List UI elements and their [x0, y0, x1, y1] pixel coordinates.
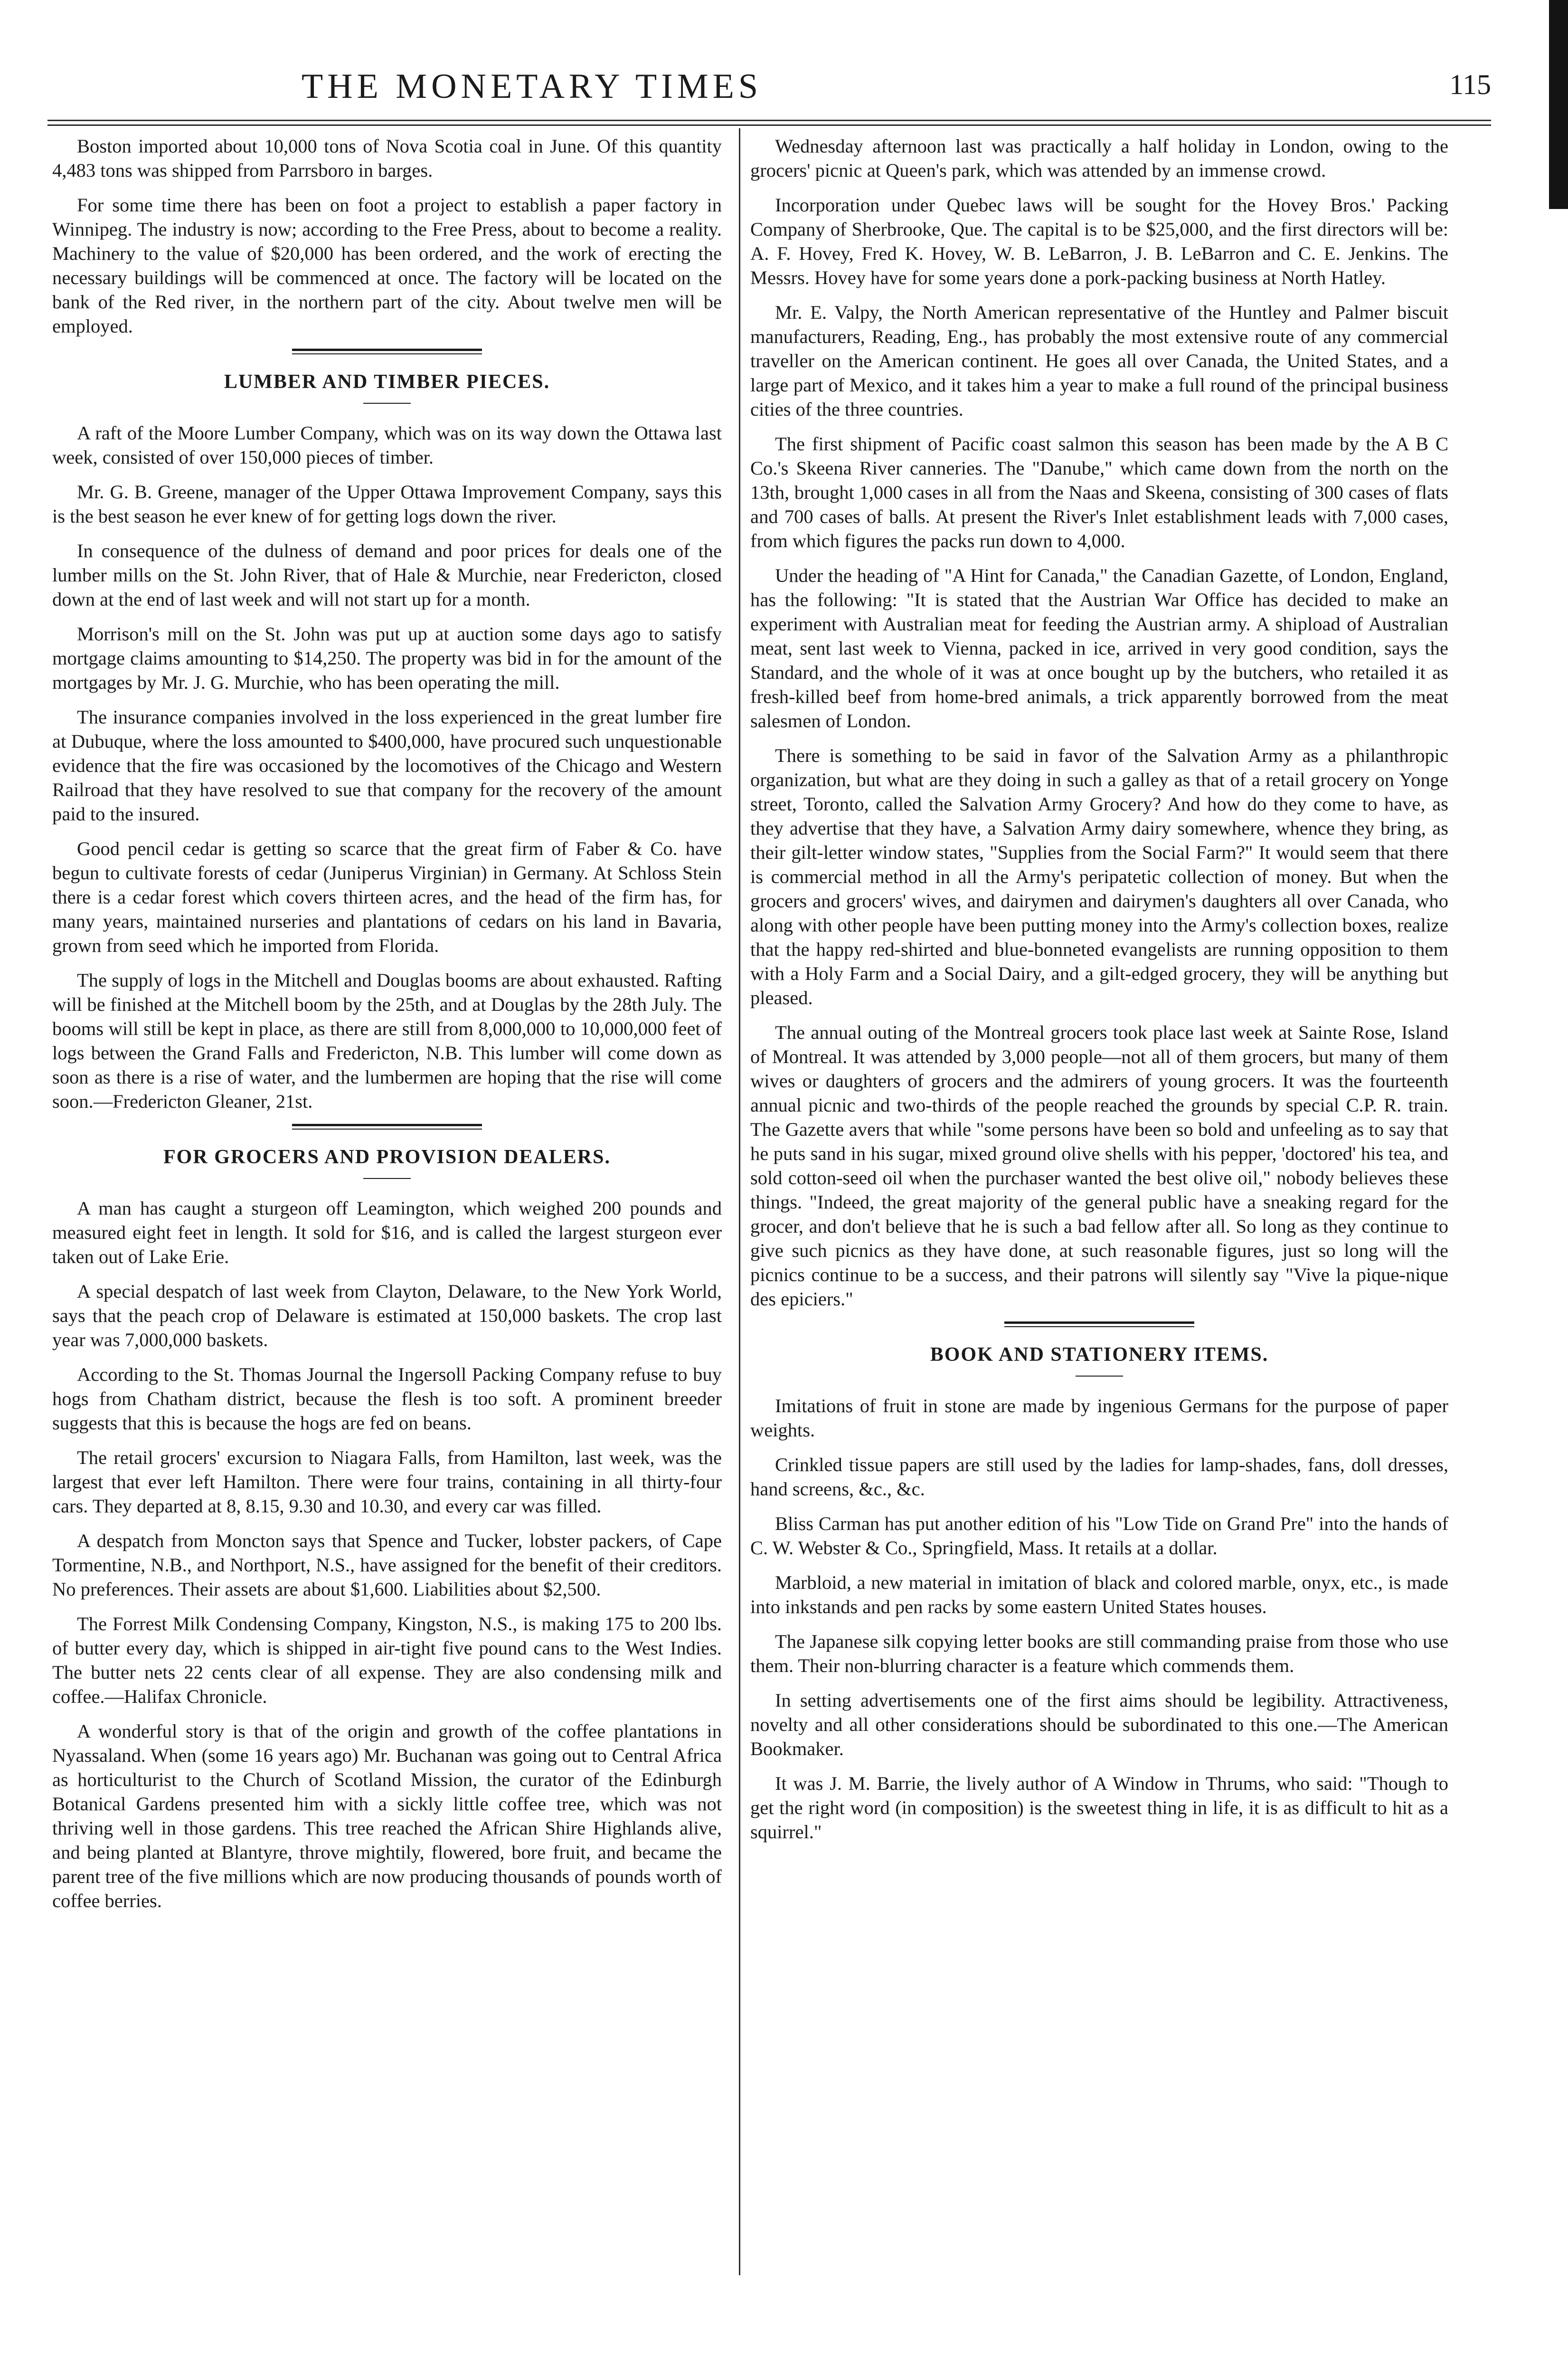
- article-paragraph: Mr. G. B. Greene, manager of the Upper Ottawa Improvement Company, says this is the best season he ever knew of for getting logs down the river.: [52, 481, 722, 527]
- section-heading-books: BOOK AND STATIONERY ITEMS.: [930, 1344, 1269, 1366]
- article-paragraph: There is something to be said in favor of the Salvation Army as a philanthropic organization, but what are they doing in such a galley as that of a retail grocery on Yonge street, Toronto, called the Salvation Army Grocery? And how do they come to have, as they advertise that they have, a Salvation Army dairy somewhere, whence they bring, as their gilt-letter window states, "Supplies from the Social Farm?" It would seem that there is commercial method in all the Army's peripatetic collection of money. But when the grocers and grocers' wives, and dairymen and dairymen's daughters all over Canada, who along with other people have been putting money into the Army's collection boxes, realize that the happy red-shirted and blue-bonneted evangelists are running opposition to them with a Holy Farm and a Social Dairy, and a gilt-edged grocery, they will be anything but pleased.: [750, 745, 1448, 1008]
- article-paragraph: Marbloid, a new material in imitation of black and colored marble, onyx, etc., is made into inkstands and pen racks by some eastern United States houses.: [750, 1572, 1448, 1617]
- header-rule: [47, 120, 1491, 121]
- page-number: 115: [1449, 69, 1491, 100]
- left-column: [52, 134, 722, 1923]
- article-paragraph: Crinkled tissue papers are still used by the ladies for lamp-shades, fans, doll dresses, hand screens, &c., &c.: [750, 1454, 1448, 1500]
- article-paragraph: Bliss Carman has put another edition of his "Low Tide on Grand Pre" into the hands of C. W. Webster & Co., Springfield, Mass. It retails at a dollar.: [750, 1513, 1448, 1558]
- article-paragraph: The annual outing of the Montreal grocers took place last week at Sainte Rose, Island of Montreal. It was attended by 3,000 people—not all of them grocers, but many of them wives or daughters of grocers and the admirers of young grocers. It was the fourteenth annual picnic and two-thirds of the people reached the grounds by special C.P. R. train. The Gazette avers that while "some persons have been so bold and unfeeling as to say that he puts sand in his sugar, mixed ground olive shells with his pepper, 'doctored' his tea, and sold cotton-seed oil when the purchaser wanted the best olive oil," nobody believes these things. "Indeed, the great majority of the general public have a sneaking regard for the grocer, and don't believe that he is such a bad fellow after all. So long as they continue to give such picnics as they have done, at such reasonable figures, just so long will the picnics continue to be a success, and their patrons will silently say "Vive la pique-nique des epiciers.": [750, 1022, 1448, 1310]
- article-paragraph: According to the St. Thomas Journal the Ingersoll Packing Company refuse to buy hogs from Chatham district, because the flesh is too soft. A prominent breeder suggests that this is because the hogs are fed on beans.: [52, 1364, 722, 1434]
- header-rule-secondary: [47, 124, 1491, 126]
- article-paragraph: Good pencil cedar is getting so scarce that the great firm of Faber & Co. have begun to cultivate forests of cedar (Juniperus Virginian) in Germany. At Schloss Stein there is a cedar forest which covers thirteen acres, and the head of the firm has, for many years, maintained nurseries and plantations of cedars on his land in Bavaria, grown from seed which he imported from Florida.: [52, 838, 722, 956]
- article-paragraph: The insurance companies involved in the loss experienced in the great lumber fire at Dubuque, where the loss amounted to $400,000, have procured such unquestionable evidence that the fire was occasioned by the locomotives of the Chicago and Western Railroad that they have resolved to sue that company for the recovery of the amount paid to the insured.: [52, 706, 722, 825]
- article-paragraph: A wonderful story is that of the origin and growth of the coffee plantations in Nyassaland. When (some 16 years ago) Mr. Buchanan was going out to Central Africa as horticulturist to the Church of Scotland Mission, the curator of the Edinburgh Botanical Gardens presented him with a sickly little coffee tree, which was not thriving well in those gardens. This tree reached the African Shire Highlands alive, and being planted at Blantyre, throve mightily, flowered, bore fruit, and became the parent tree of the five millions which are now producing thousands of pounds worth of coffee berries.: [52, 1720, 722, 1911]
- heading-underline: [363, 403, 411, 404]
- heading-underline: [363, 1178, 411, 1179]
- section-divider: [292, 1124, 482, 1130]
- article-paragraph: The Forrest Milk Condensing Company, Kingston, N.S., is making 175 to 200 lbs. of butter every day, which is shipped in air-tight five pound cans to the West Indies. The butter nets 22 cents clear of all expense. They are also condensing milk and coffee.—Halifax Chronicle.: [52, 1613, 722, 1707]
- article-paragraph: Incorporation under Quebec laws will be sought for the Hovey Bros.' Packing Company of Sherbrooke, Que. The capital is to be $25,000, and the first directors will be: A. F. Hovey, Fred K. Hovey, W. B. LeBarron, J. B. LeBarron and C. E. Jenkins. The Messrs. Hovey have for some years done a pork-packing business at North Hatley.: [750, 194, 1448, 288]
- article-paragraph: The supply of logs in the Mitchell and Douglas booms are about exhausted. Rafting will be finished at the Mitchell boom by the 25th, and at Douglas by the 28th July. The booms will still be kept in place, as there are still from 8,000,000 to 10,000,000 feet of logs between the Grand Falls and Fredericton, N.B. This lumber will come down as soon as there is a rise of water, and the lumbermen are hoping that the rise will come soon.—Fredericton Gleaner, 21st.: [52, 969, 722, 1112]
- section-divider: [292, 349, 482, 354]
- article-paragraph: Mr. E. Valpy, the North American representative of the Huntley and Palmer biscuit manufacturers, Reading, Eng., has probably the most extensive route of any commercial traveller on the American continent. He goes all over Canada, the United States, and a large part of Mexico, and it takes him a year to make a full round of the principal business cities of the three countries.: [750, 302, 1448, 420]
- article-paragraph: Under the heading of "A Hint for Canada," the Canadian Gazette, of London, England, has the following: "It is stated that the Austrian War Office has decided to make an experiment with Australian meat for feeding the Austrian army. A shipload of Australian meat, sent last week to Vienna, packed in ice, arrived in very good condition, says the Standard, and the whole of it was at once bought up by the butchers, who retailed it as fresh-killed beef from home-bred animals, a trick apparently borrowed from the meat salesmen of London.: [750, 565, 1448, 732]
- article-paragraph: Morrison's mill on the St. John was put up at auction some days ago to satisfy mortgage claims amounting to $14,250. The property was bid in for the amount of the mortgages by Mr. J. G. Murchie, who has been operating the mill.: [52, 623, 722, 693]
- section-heading-lumber: LUMBER AND TIMBER PIECES.: [224, 371, 550, 393]
- masthead: [47, 66, 1491, 109]
- article-paragraph: The retail grocers' excursion to Niagara Falls, from Hamilton, last week, was the largest that ever left Hamilton. There were four trains, containing in all thirty-four cars. They departed at 8, 8.15, 9.30 and 10.30, and every car was filled.: [52, 1447, 722, 1517]
- scan-edge-shadow: [1549, 0, 1568, 209]
- article-paragraph: In consequence of the dulness of demand and poor prices for deals one of the lumber mills on the St. John River, that of Hale & Murchie, near Fredericton, closed down at the end of last week and will not start up for a month.: [52, 540, 722, 610]
- article-paragraph: In setting advertisements one of the first aims should be legibility. Attractiveness, novelty and all other considerations should be subordinated to this one.—The American Bookmaker.: [750, 1690, 1448, 1759]
- section-divider: [1004, 1321, 1194, 1327]
- article-paragraph: Imitations of fruit in stone are made by ingenious Germans for the purpose of paper weights.: [750, 1395, 1448, 1441]
- article-paragraph: For some time there has been on foot a project to establish a paper factory in Winnipeg. The industry is now; according to the Free Press, about to become a reality. Machinery to the value of $20,000 has been ordered, and the work of erecting the necessary buildings will be commenced at once. The factory will be located on the bank of the Red river, in the northern part of the city. About twelve men will be employed.: [52, 194, 722, 337]
- article-paragraph: The Japanese silk copying letter books are still commanding praise from those who use them. Their non-blurring character is a feature which commends them.: [750, 1631, 1448, 1676]
- publication-title: THE MONETARY TIMES: [301, 67, 763, 106]
- column-divider: [739, 128, 740, 2275]
- article-paragraph: Boston imported about 10,000 tons of Nova Scotia coal in June. Of this quantity 4,483 tons was shipped from Parrsboro in barges.: [52, 135, 722, 181]
- right-column: [750, 134, 1448, 1854]
- article-paragraph: A despatch from Moncton says that Spence and Tucker, lobster packers, of Cape Tormentine, N.B., and Northport, N.S., have assigned for the benefit of their creditors. No preferences. Their assets are about $1,600. Liabilities about $2,500.: [52, 1530, 722, 1600]
- article-paragraph: A man has caught a sturgeon off Leamington, which weighed 200 pounds and measured eight feet in length. It sold for $16, and is called the largest sturgeon ever taken out of Lake Erie.: [52, 1197, 722, 1267]
- heading-underline: [1076, 1376, 1123, 1377]
- article-paragraph: It was J. M. Barrie, the lively author of A Window in Thrums, who said: "Though to get the right word (in composition) is the sweetest thing in life, it is as difficult to hit as a squirrel.": [750, 1773, 1448, 1843]
- article-paragraph: A special despatch of last week from Clayton, Delaware, to the New York World, says that the peach crop of Delaware is estimated at 150,000 baskets. The crop last year was 7,000,000 baskets.: [52, 1281, 722, 1350]
- section-heading-grocers: FOR GROCERS AND PROVISION DEALERS.: [163, 1146, 611, 1168]
- article-paragraph: The first shipment of Pacific coast salmon this season has been made by the A B C Co.'s Skeena River canneries. The "Danube," which came down from the north on the 13th, brought 1,000 cases in all from the Naas and Skeena, consisting of 300 cases of flats and 700 cases of balls. At present the River's Inlet establishment leads with 7,000 cases, from which figures the packs run down to 4,000.: [750, 433, 1448, 551]
- article-paragraph: A raft of the Moore Lumber Company, which was on its way down the Ottawa last week, consisted of over 150,000 pieces of timber.: [52, 422, 722, 468]
- article-paragraph: Wednesday afternoon last was practically a half holiday in London, owing to the grocers' picnic at Queen's park, which was attended by an immense crowd.: [750, 135, 1448, 181]
